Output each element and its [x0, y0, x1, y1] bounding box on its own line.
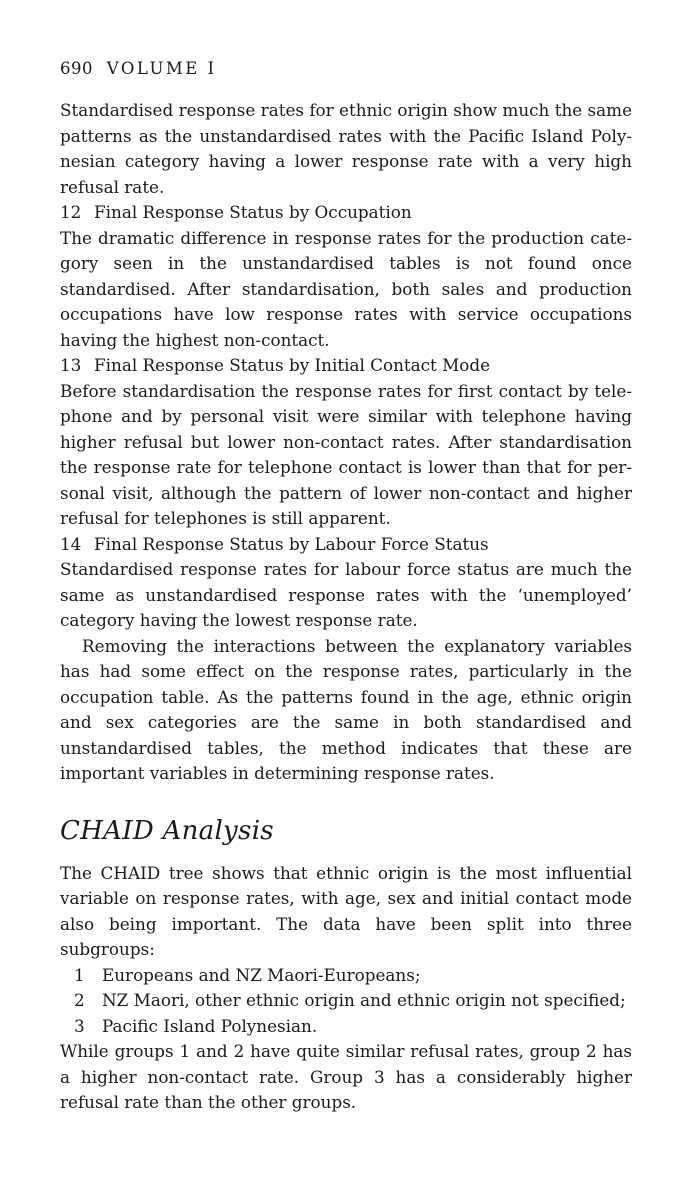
list-item-number: 3 [74, 1015, 85, 1036]
paragraph-interactions: Removing the interactions between the explanatory variables has had some effect on the response rates, particularly in the occupation table. As the patterns found in the age, ethnic origin and sex categories are the same in both standardised and unstandardised tables, the method indicates that these are important variables in determining response rates. [60, 635, 632, 783]
section-heading-contact-mode [60, 353, 632, 379]
list-item [60, 1014, 632, 1040]
section-number: 12 [60, 202, 82, 222]
paragraph-labour-force: Standardised response rates for labour force status are much the same as unstandardised response rates with the ‘unemployed’ category having the lowest response rate. [60, 559, 632, 630]
section-title: Final Response Status by Labour Force Status [94, 533, 489, 554]
section-number: 14 [60, 533, 82, 554]
subgroup-list [60, 963, 632, 1040]
list-item-number: 2 [74, 990, 85, 1010]
paragraph-ethnic-standardised: Standardised response rates for ethnic origin show much the same patterns as the unstandardised rates with the Pacific Island Polynesian category having a lower response rate with a very high refusal rate. [60, 100, 632, 197]
section-heading-labour-force [60, 532, 632, 558]
chaid-heading: CHAID Analysis [60, 815, 274, 846]
list-item [60, 963, 632, 989]
section-title: Final Response Status by Initial Contact Mode [94, 355, 491, 375]
paragraph-occupation: The dramatic difference in response rates for the production category seen in the unstandardised tables is not found once standardised. After standardisation, both sales and production occupations have low response rates with service occupations having the highest non-contact. [60, 227, 632, 350]
list-item-number: 1 [74, 964, 85, 985]
paragraph-chaid-intro: The CHAID tree shows that ethnic origin is the most influential variable on response rates, with age, sex and initial contact mode also being important. The data have been split into three subgroups: [60, 862, 632, 959]
paragraph-contact-mode: Before standardisation the response rates for first contact by telephone and by personal visit were similar with telephone having higher refusal but lower non-contact rates. After standardisation the response rate for telephone contact is lower than that for personal visit, although the pattern of lower non-contact and higher refusal for telephones is still apparent. [60, 380, 632, 528]
paragraph-chaid-conclusion: While groups 1 and 2 have quite similar refusal rates, group 2 has a higher non-contact rate. Group 3 has a considerably higher refusal rate than the other groups. [60, 1041, 632, 1112]
section-title: Final Response Status by Occupation [94, 202, 412, 222]
page-number: 690 [60, 59, 93, 78]
list-item [60, 988, 632, 1014]
section-number: 13 [60, 355, 82, 375]
section-heading-occupation [60, 200, 632, 226]
running-head [60, 58, 632, 80]
list-item-text: Pacific Island Polynesian. [102, 1015, 318, 1036]
list-item-text: NZ Maori, other ethnic origin and ethnic origin not specified; [102, 990, 626, 1010]
page-content [60, 58, 632, 1116]
list-item-text: Europeans and NZ Maori-Europeans; [102, 964, 421, 985]
volume-label: VOLUME I [106, 59, 217, 78]
